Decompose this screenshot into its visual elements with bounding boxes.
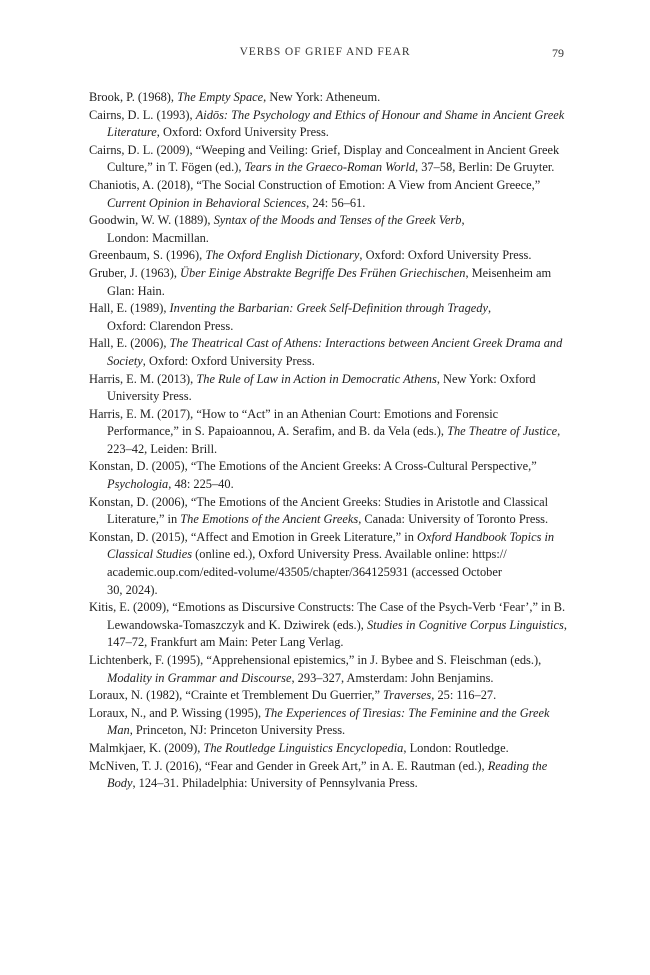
reference-text: Hall, E. (1989), [89, 301, 170, 316]
reference-text: Loraux, N. (1982), “Crainte et Tremblement Du Guerrier,” [89, 688, 384, 703]
reference-title: Syntax of the Moods and Tenses of the Greek Verb [213, 213, 462, 228]
reference-entry [89, 494, 567, 529]
reference-entry [89, 300, 567, 335]
reference-entry [89, 758, 567, 793]
reference-entry [89, 740, 567, 758]
reference-title: Psychologia [107, 477, 169, 492]
reference-text: Hall, E. (2006), [89, 336, 170, 351]
reference-text: Harris, E. M. (2017), “How to “Act” in an Athenian Court: Emotions and Forensic Performance,” in S. Papaioannou, A. Serafim, and B. da Vela (eds.), [89, 406, 499, 439]
reference-entry [89, 687, 567, 705]
running-head [0, 46, 650, 62]
reference-entry [89, 406, 567, 459]
reference-text: , Oxford: Oxford University Press. [156, 125, 329, 140]
reference-text: Cairns, D. L. (2009), “Weeping and Veiling: Grief, Display and Concealment in Ancient Greek Culture,” in T. Fögen (ed.), [89, 142, 560, 175]
running-title: VERBS OF GRIEF AND FEAR [239, 46, 411, 58]
reference-entry [89, 335, 567, 370]
reference-text: Konstan, D. (2015), “Affect and Emotion in Greek Literature,” in [89, 529, 418, 544]
reference-text: Greenbaum, S. (1996), [89, 248, 206, 263]
reference-title: The Oxford English Dictionary [205, 248, 360, 263]
reference-text: , 25: 116–27. [431, 688, 497, 703]
reference-entry [89, 529, 567, 599]
reference-title: Modality in Grammar and Discourse [107, 670, 292, 685]
reference-entry [89, 652, 567, 687]
reference-title: The Routledge Linguistics Encyclopedia [203, 740, 404, 755]
reference-title: The Emotions of the Ancient Greeks [180, 512, 359, 527]
reference-text: McNiven, T. J. (2016), “Fear and Gender in Greek Art,” in A. E. Rautman (ed.), [89, 758, 488, 773]
reference-text: Konstan, D. (2005), “The Emotions of the Ancient Greeks: A Cross-Cultural Perspective,” [89, 459, 537, 474]
reference-title: The Rule of Law in Action in Democratic Athens [196, 371, 437, 386]
reference-title: Studies in Cognitive Corpus Linguistics [366, 617, 564, 632]
reference-title: Inventing the Barbarian: Greek Self-Definition through Tragedy [169, 301, 488, 316]
reference-text: Cairns, D. L. (1993), [89, 107, 196, 122]
reference-title: The Theatrical Cast of Athens: Interactions between Ancient Greek Drama and Society [107, 336, 563, 368]
reference-text: , New York: Oxford University Press. [107, 371, 536, 404]
reference-text: Konstan, D. (2006), “The Emotions of the Ancient Greeks: Studies in Aristotle and Classical Literature,” in [89, 494, 549, 527]
reference-text: , 223–42, Leiden: Brill. [107, 424, 561, 456]
reference-title: The Experiences of Tiresias: The Feminine and the Greek Man [107, 705, 550, 738]
reference-text: , [461, 213, 465, 228]
reference-text: , Princeton, NJ: Princeton University Press. [129, 723, 346, 738]
reference-entry [89, 599, 567, 652]
reference-entry [89, 265, 567, 300]
reference-text: , 48: 225–40. [168, 477, 234, 492]
reference-entry [89, 107, 567, 142]
reference-title: Reading the Body [107, 758, 548, 791]
reference-text: , New York: Atheneum. [263, 90, 381, 104]
reference-text: Goodwin, W. W. (1889), [89, 213, 214, 228]
reference-title: Tears in the Graeco-Roman World [244, 160, 416, 175]
reference-text: Brook, P. (1968), [89, 90, 178, 104]
reference-text: , Oxford: Oxford University Press. [142, 353, 315, 368]
reference-text: Loraux, N., and P. Wissing (1995), [89, 705, 265, 720]
reference-text: , Meisenheim am Glan: Hain. [107, 265, 552, 298]
reference-text: , 147–72, Frankfurt am Main: Peter Lang Verlag. [107, 617, 567, 650]
reference-entry [89, 212, 567, 247]
reference-text: Chaniotis, A. (2018), “The Social Construction of Emotion: A View from Ancient Greece,” [89, 177, 541, 192]
reference-title: The Empty Space [177, 90, 264, 104]
reference-text: 30, 2024). [107, 582, 158, 597]
reference-text: (online ed.), Oxford University Press. Available online: https:// [192, 547, 507, 562]
reference-entry [89, 371, 567, 406]
reference-text: London: Macmillan. [107, 230, 209, 245]
reference-title: Über Einige Abstrakte Begriffe Des Frühen Griechischen [180, 265, 466, 280]
reference-title: The Theatre of Justice [447, 424, 558, 439]
reference-text: , 293–327, Amsterdam: John Benjamins. [291, 670, 494, 685]
reference-entry [89, 458, 567, 493]
reference-entry [89, 177, 567, 212]
reference-text: Harris, E. M. (2013), [89, 371, 197, 386]
reference-text: , Canada: University of Toronto Press. [358, 512, 549, 527]
reference-text: Kitis, E. (2009), “Emotions as Discursive Constructs: The Case of the Psych-Verb ‘Fear’,” in B. Lewandowska-Tomaszczyk and K. Dziwirek (eds.), [89, 600, 566, 632]
reference-entry [89, 142, 567, 177]
reference-entry [89, 705, 567, 740]
reference-title: Current Opinion in Behavioral Sciences [107, 195, 307, 210]
reference-text: Oxford: Clarendon Press. [107, 318, 234, 333]
reference-text: , 37–58, Berlin: De Gruyter. [415, 160, 555, 175]
reference-text: , 24: 56–61. [306, 195, 366, 210]
reference-text: , 124–31. Philadelphia: University of Pennsylvania Press. [132, 776, 418, 791]
reference-title: Aidōs: The Psychology and Ethics of Honour and Shame in Ancient Greek Literature [107, 107, 565, 140]
reference-text: Gruber, J. (1963), [89, 265, 181, 280]
reference-text: academic.oup.com/edited-volume/43505/chapter/364125931 (accessed October [107, 565, 502, 580]
reference-text: Lichtenberk, F. (1995), “Apprehensional epistemics,” in J. Bybee and S. Fleischman (eds.), [89, 653, 542, 667]
reference-title: Traverses [383, 688, 432, 703]
page-number: 79 [552, 46, 564, 60]
reference-text: , Oxford: Oxford University Press. [359, 248, 532, 263]
reference-text: Malmkjaer, K. (2009), [89, 740, 204, 755]
reference-title: Oxford Handbook Topics in Classical Studies [107, 529, 555, 562]
reference-text: , London: Routledge. [403, 740, 509, 755]
reference-entry [89, 89, 567, 107]
reference-list [89, 89, 567, 793]
reference-text: , [487, 301, 492, 316]
reference-entry [89, 247, 567, 265]
